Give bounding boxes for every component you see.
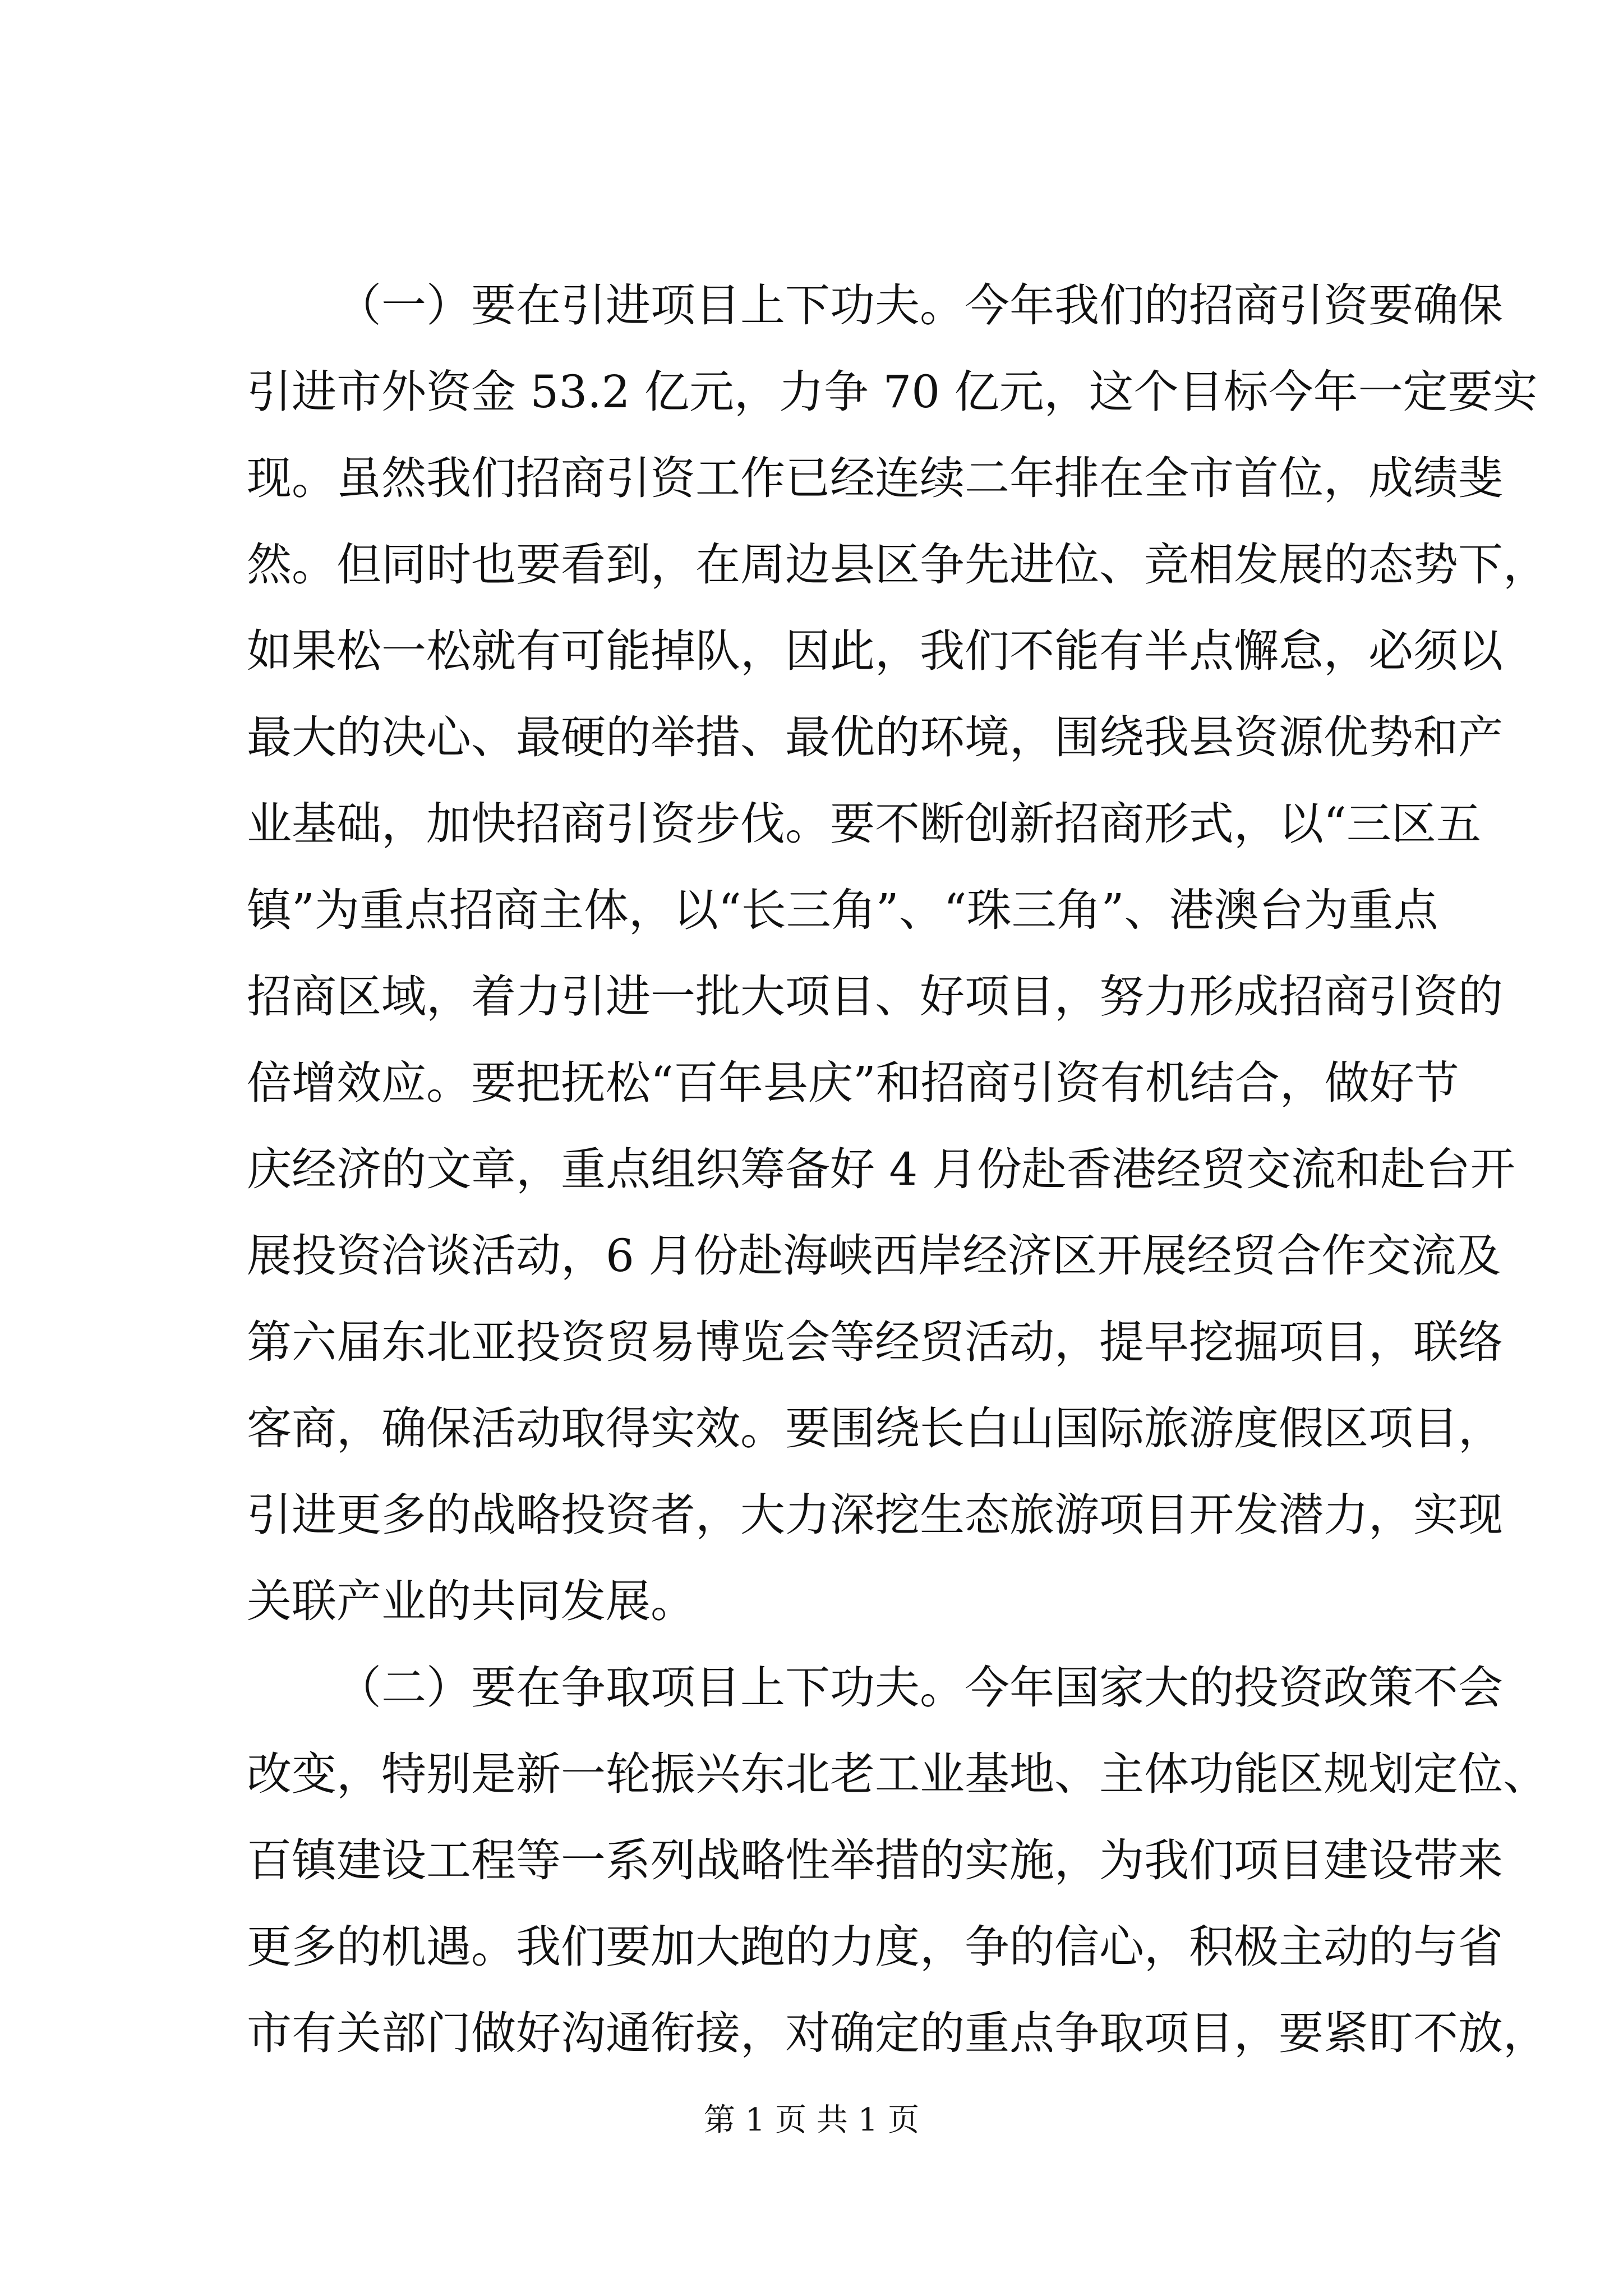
page-footer: 第 1 页 共 1 页 [703, 2102, 920, 2138]
paragraph-line: 市有关部门做好沟通衔接，对确定的重点争取项目，要紧盯不放， [247, 2007, 1548, 2059]
paragraph-line: 然。但同时也要看到，在周边县区争先进位、竞相发展的态势下， [247, 539, 1548, 591]
paragraph-line: 业基础，加快招商引资步伐。要不断创新招商形式，以“三区五 [247, 798, 1481, 850]
paragraph-line: 现。虽然我们招商引资工作已经连续二年排在全市首位，成绩斐 [247, 452, 1503, 504]
paragraph-line: 引进更多的战略投资者，大力深挖生态旅游项目开发潜力，实现 [247, 1489, 1503, 1541]
paragraph-line: 引进市外资金 53.2 亿元，力争 70 亿元，这个目标今年一定要实 [247, 366, 1538, 418]
paragraph-line: 关联产业的共同发展。 [247, 1575, 695, 1627]
paragraph-line: 改变，特别是新一轮振兴东北老工业基地、主体功能区规划定位、 [247, 1748, 1548, 1800]
paragraph-line: 如果松一松就有可能掉队，因此，我们不能有半点懈怠，必须以 [247, 625, 1503, 677]
paragraph-line: 百镇建设工程等一系列战略性举措的实施，为我们项目建设带来 [247, 1834, 1503, 1887]
paragraph-line: 倍增效应。要把抚松“百年县庆”和招商引资有机结合，做好节 [247, 1057, 1459, 1109]
paragraph-line: （一）要在引进项目上下功夫。今年我们的招商引资要确保 [336, 279, 1503, 332]
paragraph-line: 客商，确保活动取得实效。要围绕长白山国际旅游度假区项目， [247, 1402, 1503, 1455]
paragraph-line: 最大的决心、最硬的举措、最优的环境，围绕我县资源优势和产 [247, 711, 1503, 763]
body-text [247, 263, 1548, 2077]
paragraph-line: 第六届东北亚投资贸易博览会等经贸活动，提早挖掘项目，联络 [247, 1316, 1503, 1368]
paragraph-line: 展投资洽谈活动，6 月份赴海峡西岸经济区开展经贸合作交流及 [247, 1230, 1501, 1282]
paragraph-line: 更多的机遇。我们要加大跑的力度，争的信心，积极主动的与省 [247, 1921, 1503, 1973]
paragraph-line: （二）要在争取项目上下功夫。今年国家大的投资政策不会 [336, 1662, 1503, 1714]
paragraph-line: 庆经济的文章，重点组织筹备好 4 月份赴香港经贸交流和赴台开 [247, 1143, 1515, 1195]
paragraph-line: 镇”为重点招商主体，以“长三角”、“珠三角”、港澳台为重点 [247, 884, 1438, 936]
paragraph-line: 招商区域，着力引进一批大项目、好项目，努力形成招商引资的 [247, 970, 1503, 1023]
